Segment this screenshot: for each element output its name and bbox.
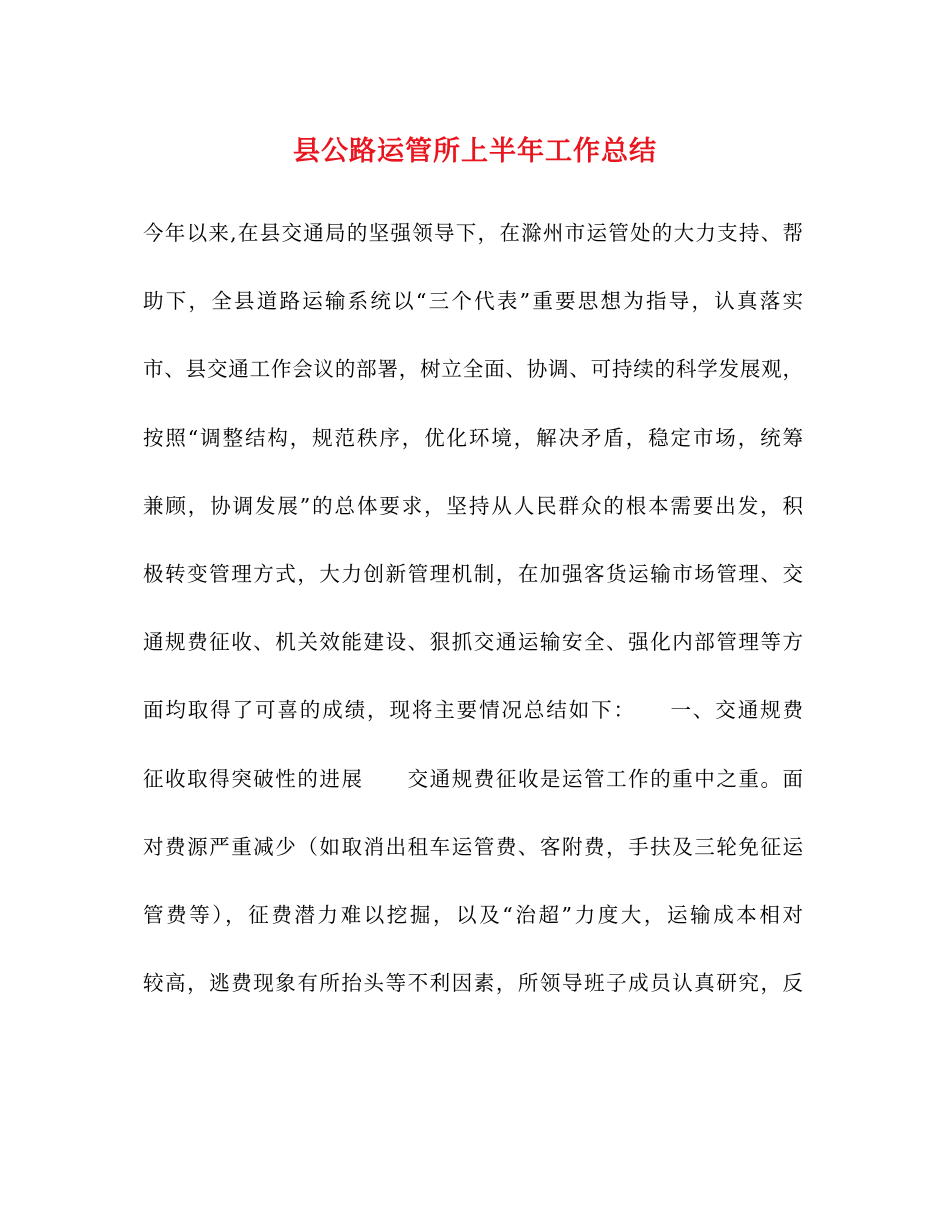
body-line: 兼顾，协调发展”的总体要求，坚持从人民群众的根本需要出发，积 [143,493,803,518]
body-line: 通规费征收、机关效能建设、狠抓交通运输安全、强化内部管理等方 [143,630,803,655]
body-line: 助下，全县道路运输系统以“三个代表”重要思想为指导，认真落实 [143,289,803,314]
body-line: 按照“调整结构，规范秩序，优化环境，解决矛盾，稳定市场，统筹 [143,425,803,450]
body-line: 今年以来,在县交通局的坚强领导下，在滁州市运管处的大力支持、帮 [143,221,803,245]
body-line: 征收取得突破性的进展 交通规费征收是运管工作的重中之重。面 [143,766,803,791]
body-line: 市、县交通工作会议的部署，树立全面、协调、可持续的科学发展观， [143,357,803,382]
body-line: 对费源严重减少（如取消出租车运管费、客附费，手扶及三轮免征运 [143,834,803,859]
document-body [143,213,803,1031]
document-title: 县公路运管所上半年工作总结 [293,136,657,167]
body-line: 极转变管理方式，大力创新管理机制，在加强客货运输市场管理、交 [143,561,803,586]
body-line: 管费等），征费潜力难以挖掘，以及“治超”力度大，运输成本相对 [143,902,803,927]
body-line: 较高，逃费现象有所抬头等不利因素，所领导班子成员认真研究，反 [143,971,803,996]
body-line: 面均取得了可喜的成绩，现将主要情况总结如下： 一、交通规费 [143,698,803,723]
